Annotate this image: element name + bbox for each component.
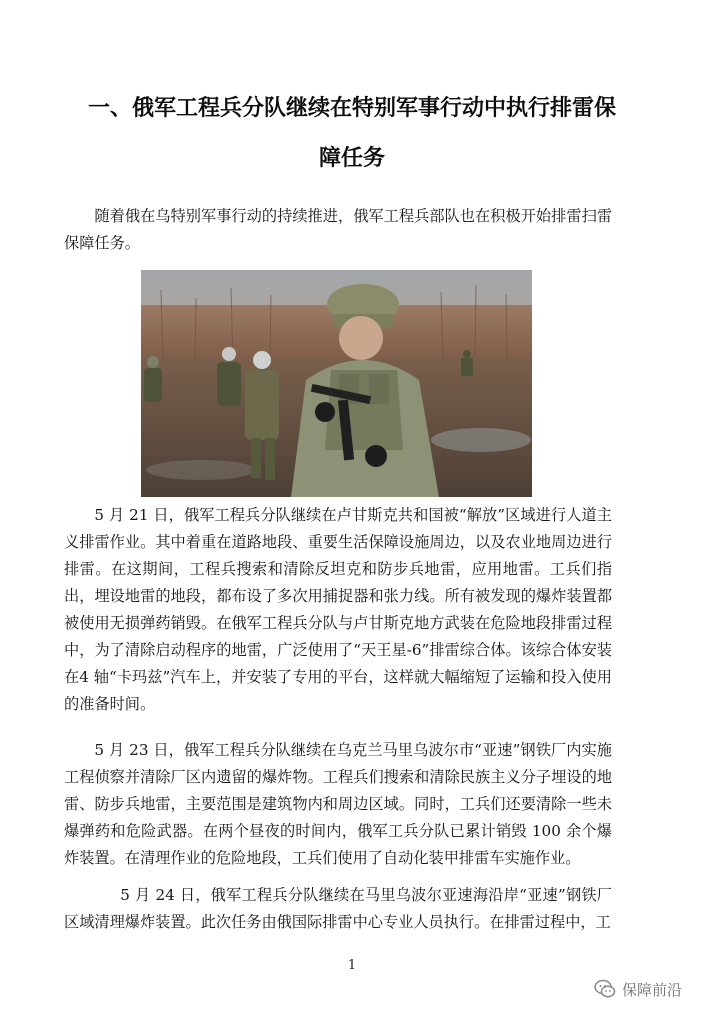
paragraph-may-21: 5 月 21 日，俄军工程兵分队继续在卢甘斯克共和国被“解放”区域进行人道主义排雷作业。其中着重在道路地段、重要生活保障设施周边，以及农业地周边进行排雷。在这期间，工程兵搜索和清除反坦克和防步兵地雷，应用地雷。工兵们指出，埋设地雷的地段，都布设了多次用捕捉器和张力线。所有被发现的爆炸装置都被使用无损弹药销毁。在俄军工程兵分队与卢甘斯克地方武装在危险地段排雷过程中，为了清除启动程序的地雷，广泛使用了“天王星-6”排雷综合体。该综合体安装在4 轴“卡玛兹”汽车上，并安装了专用的平台，这样就大幅缩短了运输和投入使用的准备时间。: [64, 506, 612, 713]
soldiers-photo: [141, 270, 532, 497]
paragraph-may-23: 5 月 23 日，俄军工程兵分队继续在乌克兰马里乌波尔市“亚速”钢铁厂内实施工程侦察并清除厂区内遗留的爆炸物。工程兵们搜索和清除民族主义分子埋设的地雷、防步兵地雷，主要范围是建筑物内和周边区域。同时，工兵们还要清除一些未爆弹药和危险武器。在两个昼夜的时间内，俄军工兵分队已累计销毁 100 余个爆炸装置。在清理作业的危险地段，工兵们使用了自动化装甲排雷车实施作业。: [64, 741, 612, 867]
title-line-1: 一、俄军工程兵分队继续在特别军事行动中执行排雷保: [87, 96, 616, 121]
document-title: [40, 84, 664, 184]
title-line-2: 障任务: [318, 146, 385, 171]
page-number: 1: [347, 958, 357, 973]
intro-paragraph: 随着俄在乌特别军事行动的持续推进，俄军工程兵部队也在积极开始排雷扫雷保障任务。: [64, 207, 612, 252]
wechat-bubble-icon: [594, 978, 616, 1000]
paragraph-may-24: 5 月 24 日，俄军工程兵分队继续在马里乌波尔亚速海沿岸“亚速”钢铁厂区域清理爆炸装置。此次任务由俄国际排雷中心专业人员执行。在排雷过程中，工: [64, 886, 612, 931]
watermark-text: 保障前沿: [621, 980, 682, 999]
watermark: [594, 978, 682, 1000]
